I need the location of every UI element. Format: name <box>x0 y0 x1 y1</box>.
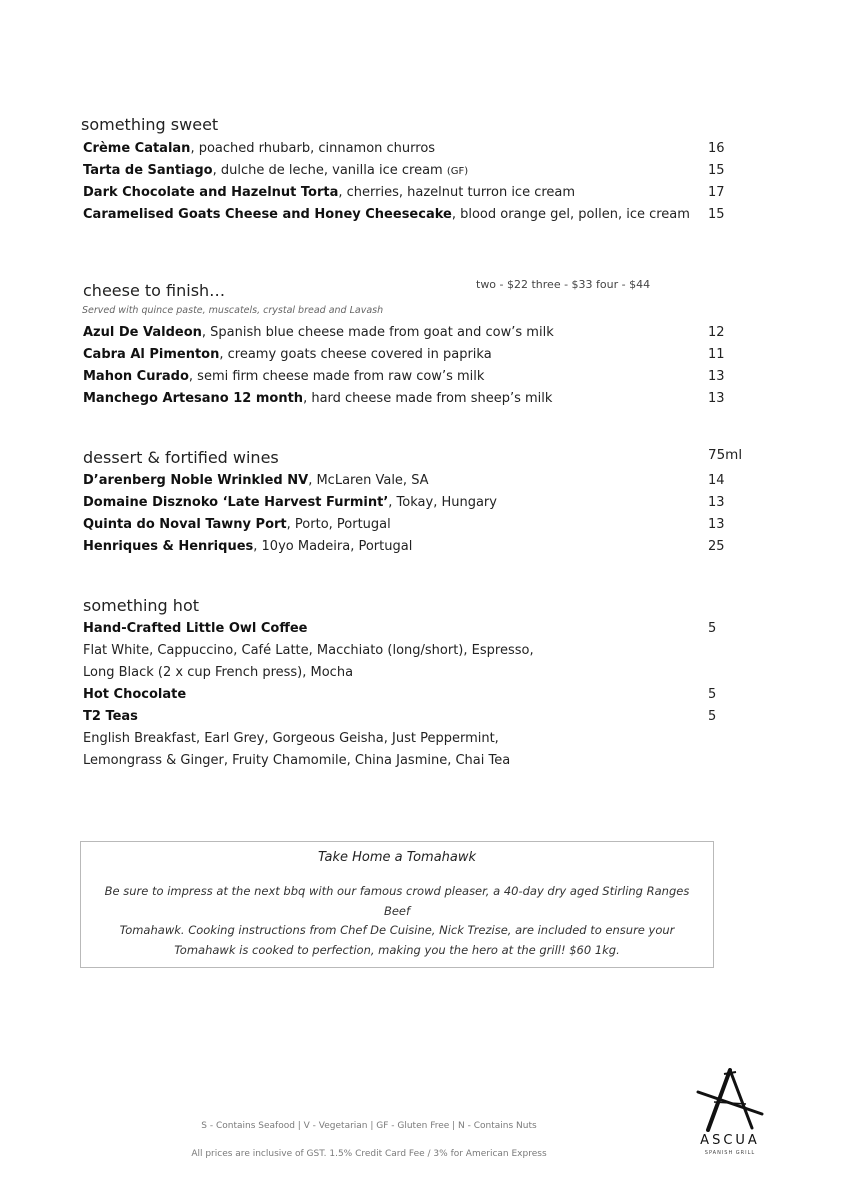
promo-body <box>91 882 703 960</box>
item-price: 15 <box>708 207 725 222</box>
promo-box <box>80 841 714 968</box>
menu-item <box>83 494 497 512</box>
section-title-wines: dessert & fortified wines <box>83 448 279 467</box>
item-name: T2 Teas <box>83 709 138 724</box>
item-price: 13 <box>708 369 725 384</box>
item-desc: , Spanish blue cheese made from goat and cow’s milk <box>201 325 554 340</box>
item-name: Hot Chocolate <box>83 687 187 702</box>
item-desc: , poached rhubarb, cinnamon churros <box>190 141 436 156</box>
item-desc: , dulche de leche, vanilla ice cream <box>212 163 447 178</box>
item-price: 13 <box>708 391 725 406</box>
item-price: 25 <box>708 539 725 554</box>
promo-line-2: Tomahawk. Cooking instructions from Chef De Cuisine, Nick Trezise, are included to ensure your <box>119 923 675 937</box>
section-title-hot: something hot <box>83 596 199 615</box>
item-price: 5 <box>708 709 717 724</box>
item-name: D’arenberg Noble Wrinkled NV <box>83 473 309 488</box>
item-name: Mahon Curado <box>83 369 189 384</box>
menu-item <box>83 206 690 224</box>
item-price: 5 <box>708 621 717 636</box>
item-name: Manchego Artesano 12 month <box>83 391 304 406</box>
item-name: Crème Catalan <box>83 141 191 156</box>
logo-wordmark: ASCUA <box>700 1133 760 1148</box>
item-desc: , hard cheese made from sheep’s milk <box>303 391 553 406</box>
cheese-options: two - $22 three - $33 four - $44 <box>476 278 651 291</box>
wine-measure: 75ml <box>708 447 743 463</box>
item-desc: , McLaren Vale, SA <box>308 473 429 488</box>
item-price: 14 <box>708 473 725 488</box>
cheese-note: Served with quince paste, muscatels, crystal bread and Lavash <box>82 305 384 316</box>
price-disclaimer: All prices are inclusive of GST. 1.5% Credit Card Fee / 3% for American Express <box>191 1149 547 1159</box>
menu-item <box>83 686 186 704</box>
item-name: Quinta do Noval Tawny Port <box>83 517 287 532</box>
item-name: Cabra Al Pimenton <box>83 347 220 362</box>
menu-item <box>83 620 308 638</box>
promo-line-3: Tomahawk is cooked to perfection, making you the hero at the grill! $60 1kg. <box>174 942 620 957</box>
menu-item <box>83 390 552 408</box>
menu-item <box>83 538 412 556</box>
menu-item <box>83 162 468 181</box>
item-price: 13 <box>708 517 725 532</box>
menu-item <box>83 516 391 534</box>
promo-line-1: Be sure to impress at the next bbq with our famous crowd pleaser, a 40-day dry aged Stirling Ranges Beef <box>104 884 690 918</box>
item-desc: , creamy goats cheese covered in paprika <box>219 347 492 362</box>
item-desc: , cherries, hazelnut turron ice cream <box>338 185 576 200</box>
promo-title: Take Home a Tomahawk <box>317 850 477 865</box>
menu-item <box>83 140 435 158</box>
item-price: 5 <box>708 687 717 702</box>
menu-item <box>83 708 138 726</box>
tea-options-line-2: Lemongrass & Ginger, Fruity Chamomile, China Jasmine, Chai Tea <box>83 753 511 768</box>
item-desc: , 10yo Madeira, Portugal <box>253 539 413 554</box>
item-price: 13 <box>708 495 725 510</box>
logo-subtitle: SPANISH GRILL <box>704 1150 756 1156</box>
item-name: Azul De Valdeon <box>83 325 202 340</box>
menu-item <box>83 472 429 490</box>
item-desc: , semi firm cheese made from raw cow’s milk <box>188 369 485 384</box>
menu-item <box>83 346 492 364</box>
coffee-options-line-2: Long Black (2 x cup French press), Mocha <box>83 665 354 680</box>
item-name: Henriques & Henriques <box>83 539 254 554</box>
item-desc: , blood orange gel, pollen, ice cream <box>451 207 690 222</box>
item-name: Dark Chocolate and Hazelnut Torta <box>83 185 339 200</box>
item-price: 17 <box>708 185 725 200</box>
coffee-options-line-1: Flat White, Cappuccino, Café Latte, Macchiato (long/short), Espresso, <box>83 643 534 658</box>
tea-options-line-1: English Breakfast, Earl Grey, Gorgeous Geisha, Just Peppermint, <box>83 731 499 746</box>
dietary-tag: (GF) <box>446 166 469 177</box>
item-name: Caramelised Goats Cheese and Honey Cheesecake <box>83 207 452 222</box>
menu-item <box>83 368 484 386</box>
item-desc: , Tokay, Hungary <box>388 495 497 510</box>
menu-item <box>83 184 575 202</box>
item-name: Domaine Disznoko ‘Late Harvest Furmint’ <box>83 495 389 510</box>
item-price: 16 <box>708 141 725 156</box>
ascua-a-logo-icon <box>694 1068 766 1132</box>
section-title-sweet: something sweet <box>81 115 219 134</box>
item-price: 12 <box>708 325 725 340</box>
item-desc: , Porto, Portugal <box>286 517 391 532</box>
item-name: Tarta de Santiago <box>83 163 213 178</box>
item-price: 11 <box>708 347 725 362</box>
item-price: 15 <box>708 163 725 178</box>
section-title-cheese: cheese to finish… <box>83 281 226 300</box>
menu-item <box>83 324 554 342</box>
dietary-legend: S - Contains Seafood | V - Vegetarian | GF - Gluten Free | N - Contains Nuts <box>201 1121 537 1131</box>
item-name: Hand-Crafted Little Owl Coffee <box>83 621 308 636</box>
